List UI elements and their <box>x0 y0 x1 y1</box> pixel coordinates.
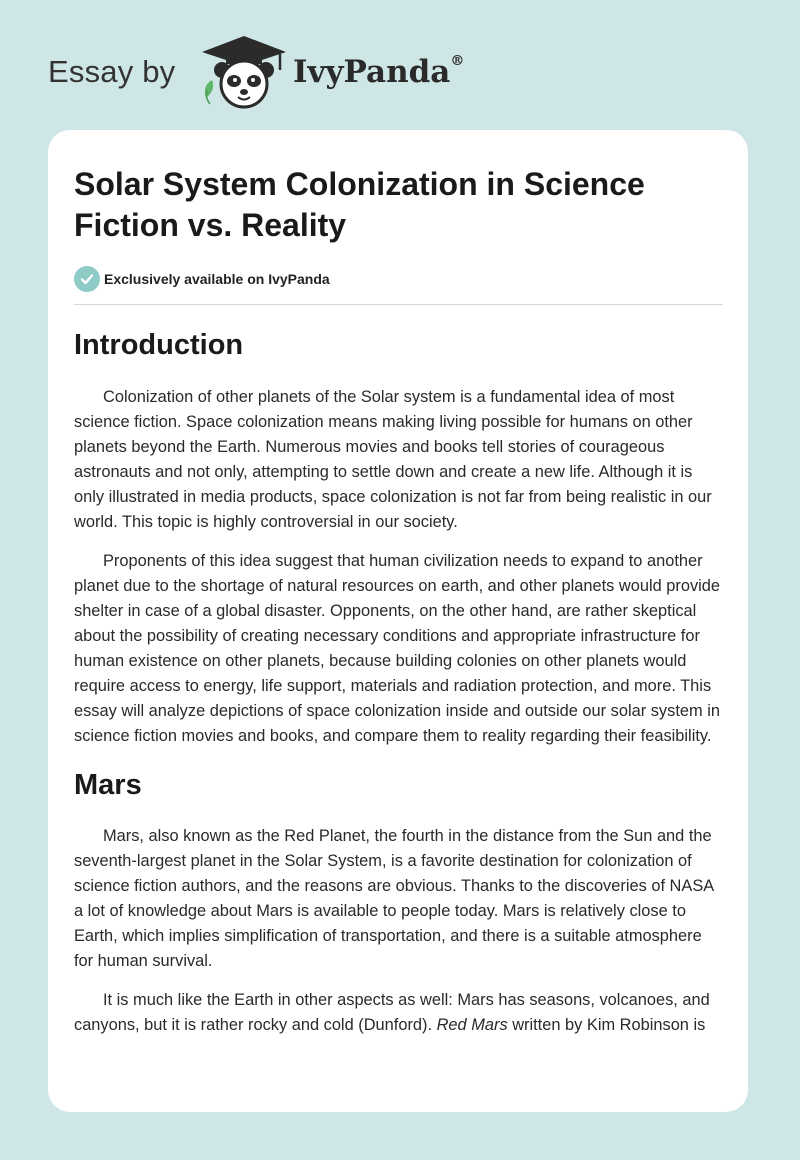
section-mars <box>74 767 724 1038</box>
divider <box>74 304 723 305</box>
section-introduction <box>74 327 724 749</box>
panda-graduate-icon <box>200 34 288 115</box>
essay-card <box>48 130 748 1112</box>
book-title: Red Mars <box>436 1016 508 1034</box>
brand-header[interactable] <box>48 34 468 110</box>
check-circle-icon <box>74 266 100 292</box>
essay-by-label: Essay by <box>48 54 176 89</box>
paragraph: Proponents of this idea suggest that human civilization needs to expand to another planet due to the shortage of natural resources on earth, and other planets would provide shelter in case of a global disaster. Opponents, on the other hand, are rather skeptical about the possibility of creating necessary conditions and appropriate infrastructure for human existence on other planets, because building colonies on other planets would require access to energy, life support, materials and radiation protection, and more. This essay will analyze depictions of space colonization inside and outside our solar system in science fiction movies and books, and compare them to reality regarding their feasibility. <box>74 552 721 745</box>
paragraph: It is much like the Earth in other aspects as well: Mars has seasons, volcanoes, and canyons, but it is rather rocky and cold (Dunford). Red Mars written by Kim Robinson is <box>74 991 710 1034</box>
badge-label: Exclusively available on IvyPanda <box>104 271 330 287</box>
section-heading: Mars <box>74 769 142 801</box>
paragraph: Mars, also known as the Red Planet, the fourth in the distance from the Sun and the seventh-largest planet in the Solar System, is a favorite destination for colonization of science fiction authors, and the reasons are obvious. Thanks to the discoveries of NASA a lot of knowledge about Mars is available to people today. Mars is relatively close to Earth, which implies simplification of transportation, and there is a suitable atmosphere for human survival. <box>74 827 714 970</box>
paragraph: Colonization of other planets of the Solar system is a fundamental idea of most science fiction. Space colonization means making living possible for humans on other planets beyond the Earth. Numerous movies and books tell stories of courageous astronauts and not only, attempting to settle down and create a new life. Although it is only illustrated in media products, space colonization is not far from being realistic in our world. This topic is highly controversial in our society. <box>74 388 712 531</box>
section-heading: Introduction <box>74 329 244 361</box>
ivypanda-logo-text: IvyPanda® <box>293 52 465 90</box>
exclusive-badge <box>74 266 724 292</box>
essay-title: Solar System Colonization in Science Fiction vs. Reality <box>74 166 645 243</box>
